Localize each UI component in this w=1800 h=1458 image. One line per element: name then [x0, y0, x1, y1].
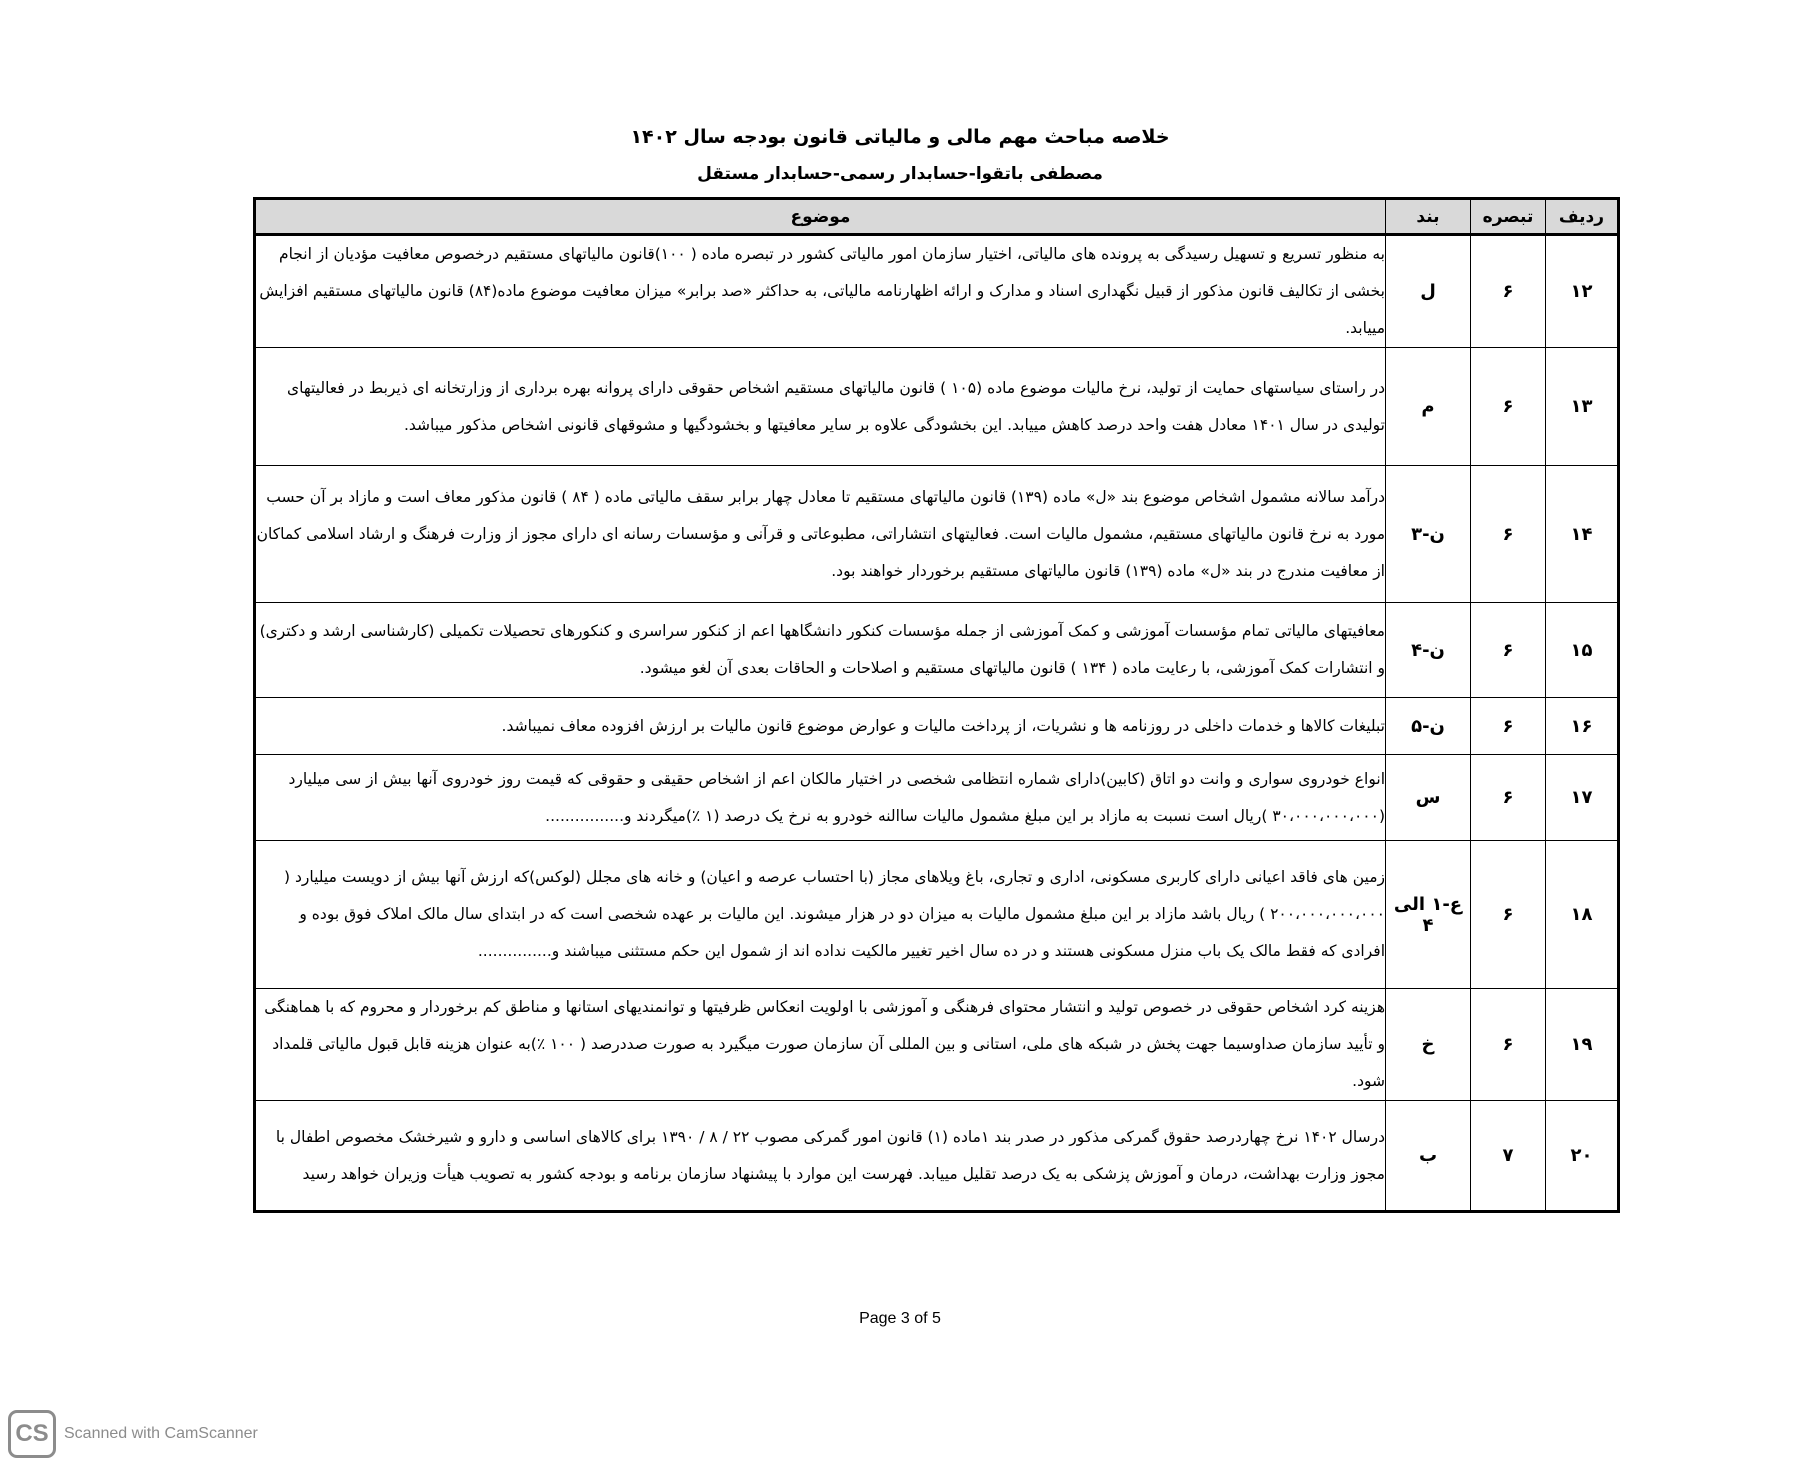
row-no-cell: ۱۲	[1546, 235, 1619, 348]
row-no-cell: ۱۷	[1546, 755, 1619, 841]
topic-cell: هزینه کرد اشخاص حقوقی در خصوص تولید و انتشار محتوای فرهنگی و آموزشی با اولویت انعکاس ظرفیتها و توانمندیهای استانها و مناطق کم برخوردار و محروم که با هماهنگی و تأیید سازمان صداوسیما جهت پخش در شبکه های ملی، استانی و بین المللی آن سازمان صورت میگیرد به صورت صددرصد ( ۱۰۰ ٪)به عنوان هزینه قابل قبول مالیاتی قلمداد شود.	[255, 989, 1386, 1101]
note-cell: ۶	[1471, 348, 1546, 466]
clause-cell: خ	[1386, 989, 1471, 1101]
note-cell: ۶	[1471, 235, 1546, 348]
topic-cell: تبلیغات کالاها و خدمات داخلی در روزنامه ها و نشریات، از پرداخت مالیات و عوارض موضوع قانون مالیات بر ارزش افزوده معاف نمیباشد.	[255, 698, 1386, 755]
document-author: مصطفی باتقوا-حسابدار رسمی-حسابدار مستقل	[697, 164, 1103, 184]
row-no-cell: ۱۳	[1546, 348, 1619, 466]
table-row	[255, 698, 1619, 755]
row-no-cell: ۱۸	[1546, 841, 1619, 989]
clause-cell: س	[1386, 755, 1471, 841]
camscanner-text: Scanned with CamScanner	[64, 1425, 258, 1442]
table-row	[255, 466, 1619, 603]
topic-cell: درآمد سالانه مشمول اشخاص موضوع بند «ل» ماده (۱۳۹) قانون مالیاتهای مستقیم تا معادل چهار برابر سقف مالیاتی ماده ( ۸۴ ) قانون مذکور معاف است و مازاد بر آن حسب مورد به نرخ قانون مالیاتهای مستقیم، مشمول مالیات است. فعالیتهای انتشاراتی، مطبوعاتی و قرآنی و مؤسسات رسانه ای دارای مجوز از وزارت فرهنگ و ارشاد اسلامی کماکان از معافیت مندرج در بند «ل» ماده (۱۳۹) قانون مالیاتهای مستقیم برخوردار خواهند بود.	[255, 466, 1386, 603]
clause-cell: ل	[1386, 235, 1471, 348]
header-clause: بند	[1386, 199, 1471, 235]
header-row-no: ردیف	[1546, 199, 1619, 235]
note-cell: ۶	[1471, 989, 1546, 1101]
table-row	[255, 755, 1619, 841]
table-row	[255, 348, 1619, 466]
note-cell: ۶	[1471, 466, 1546, 603]
note-cell: ۶	[1471, 755, 1546, 841]
header-topic: موضوع	[255, 199, 1386, 235]
budget-summary-table	[253, 197, 1620, 1213]
camscanner-watermark	[8, 1410, 258, 1458]
clause-cell: ن-۳	[1386, 466, 1471, 603]
note-cell: ۷	[1471, 1101, 1546, 1212]
row-no-cell: ۱۹	[1546, 989, 1619, 1101]
table-row	[255, 235, 1619, 348]
clause-cell: م	[1386, 348, 1471, 466]
note-cell: ۶	[1471, 603, 1546, 698]
topic-cell: به منظور تسریع و تسهیل رسیدگی به پرونده های مالیاتی، اختیار سازمان امور مالیاتی کشور در تبصره ماده ( ۱۰۰)قانون مالیاتهای مستقیم درخصوص معافیت مؤدیان از انجام بخشی از تکالیف قانون مذکور از قبیل نگهداری اسناد و مدارک و ارائه اظهارنامه مالیاتی، به حداکثر «صد برابر» میزان معافیت موضوع ماده(۸۴) قانون مالیاتهای مستقیم افزایش مییابد.	[255, 235, 1386, 348]
header-row	[255, 199, 1619, 235]
row-no-cell: ۲۰	[1546, 1101, 1619, 1212]
topic-cell: زمین های فاقد اعیانی دارای کاربری مسکونی، اداری و تجاری، باغ ویلاهای مجاز (با احتساب عرصه و اعیان) و خانه های مجلل (لوکس)که ارزش آنها بیش از دویست میلیارد ( ۲۰۰،۰۰۰،۰۰۰،۰۰۰ ) ریال باشد مازاد بر این مبلغ مشمول مالیات به میزان دو در هزار میشوند. این مالیات بر عهده شخصی است که در ابتدای سال مالک املاک فوق بوده و افرادی که فقط مالک یک باب منزل مسکونی هستند و در ده سال اخیر تغییر مالکیت نداده اند از شمول این حکم مستثنی میباشند و...............	[255, 841, 1386, 989]
row-no-cell: ۱۶	[1546, 698, 1619, 755]
topic-cell: درسال ۱۴۰۲ نرخ چهاردرصد حقوق گمرکی مذکور در صدر بند ۱ماده (۱) قانون امور گمرکی مصوب ۲۲ / ۸ / ۱۳۹۰ برای کالاهای اساسی و دارو و شیرخشک مخصوص اطفال با مجوز وزارت بهداشت، درمان و آموزش پزشکی به یک درصد تقلیل مییابد. فهرست این موارد با پیشنهاد سازمان برنامه و بودجه کشور به تصویب هیأت وزیران خواهد رسید	[255, 1101, 1386, 1212]
row-no-cell: ۱۵	[1546, 603, 1619, 698]
topic-cell: معافیتهای مالیاتی تمام مؤسسات آموزشی و کمک آموزشی از جمله مؤسسات کنکور دانشگاهها اعم از کنکور سراسری و کنکورهای تحصیلات تکمیلی (کارشناسی ارشد و دکتری) و انتشارات کمک آموزشی، با رعایت ماده ( ۱۳۴ ) قانون مالیاتهای مستقیم و اصلاحات و الحاقات بعدی آن لغو میشود.	[255, 603, 1386, 698]
row-no-cell: ۱۴	[1546, 466, 1619, 603]
note-cell: ۶	[1471, 698, 1546, 755]
table-header	[255, 199, 1619, 235]
clause-cell: ع-۱ الی ۴	[1386, 841, 1471, 989]
document-title: خلاصه مباحث مهم مالی و مالیاتی قانون بودجه سال ۱۴۰۲	[630, 126, 1170, 148]
page-number: Page 3 of 5	[859, 1310, 941, 1327]
clause-cell: ن-۴	[1386, 603, 1471, 698]
note-cell: ۶	[1471, 841, 1546, 989]
header-note: تبصره	[1471, 199, 1546, 235]
topic-cell: انواع خودروی سواری و وانت دو اتاق (کابین)دارای شماره انتظامی شخصی در اختیار مالکان اعم از اشخاص حقیقی و حقوقی که قیمت روز خودروی آنها بیش از سی میلیارد (۳۰،۰۰۰،۰۰۰،۰۰۰ )ریال است نسبت به مازاد بر این مبلغ مشمول مالیات ساالنه خودرو به نرخ یک درصد (۱ ٪)میگردند و................	[255, 755, 1386, 841]
table-row	[255, 989, 1619, 1101]
table-row	[255, 1101, 1619, 1212]
clause-cell: ن-۵	[1386, 698, 1471, 755]
table-row	[255, 603, 1619, 698]
camscanner-logo-icon: CS	[8, 1410, 56, 1458]
clause-cell: ب	[1386, 1101, 1471, 1212]
table-row	[255, 841, 1619, 989]
topic-cell: در راستای سیاستهای حمایت از تولید، نرخ مالیات موضوع ماده (۱۰۵ ) قانون مالیاتهای مستقیم اشخاص حقوقی دارای پروانه بهره برداری از وزارتخانه ای ذیربط در فعالیتهای تولیدی در سال ۱۴۰۱ معادل هفت واحد درصد کاهش مییابد. این بخشودگی علاوه بر سایر معافیتها و بخشودگیها و مشوقهای قانونی اشخاص مذکور میباشد.	[255, 348, 1386, 466]
table-body	[255, 235, 1619, 1212]
